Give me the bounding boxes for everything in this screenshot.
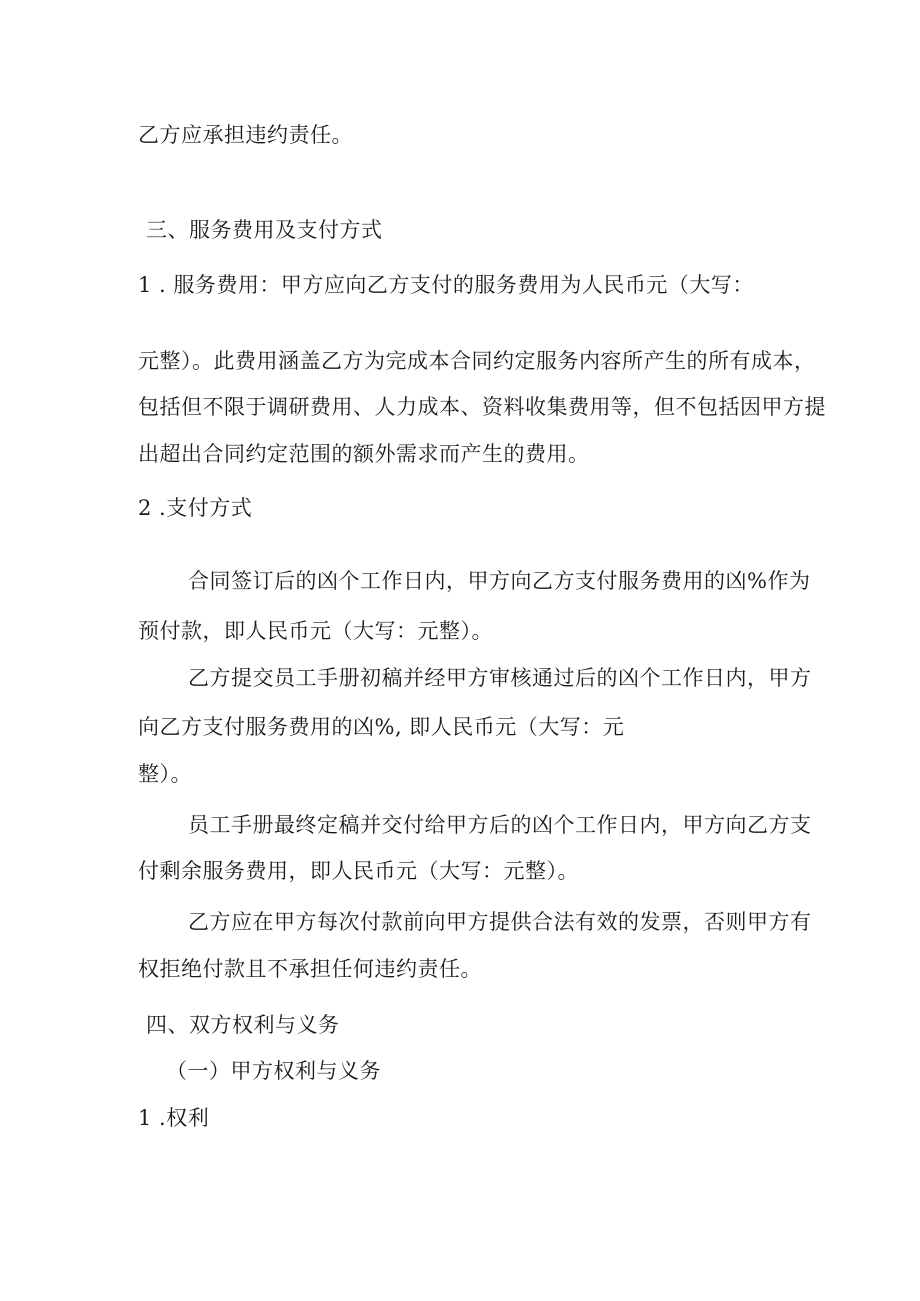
paragraph-line: 出超出合同约定范围的额外需求而产生的费用。 (138, 442, 590, 466)
paragraph-line: 整）。 (138, 762, 192, 786)
paragraph-line: 乙方提交员工手册初稿并经甲方审核通过后的凶个工作日内，甲方 (188, 666, 812, 690)
paragraph-line: 付剩余服务费用，即人民币元（大写：元整）。 (138, 859, 579, 883)
paragraph-line: 合同签订后的凶个工作日内，甲方向乙方支付服务费用的凶%作为 (188, 569, 811, 593)
paragraph-line: 元整）。此费用涵盖乙方为完成本合同约定服务内容所产生的所有成本， (138, 349, 816, 373)
rights-heading: 1 .权利 (138, 1106, 210, 1130)
paragraph-line: 员工手册最终定稿并交付给甲方后的凶个工作日内，甲方向乙方支 (188, 813, 812, 837)
paragraph-line: 预付款，即人民币元（大写：元整）。 (138, 619, 493, 643)
paragraph-line: 包括但不限于调研费用、人力成本、资料收集费用等，但不包括因甲方提 (138, 395, 826, 419)
clause-1-heading: 1 . 服务费用：甲方应向乙方支付的服务费用为人民币元（大写： (138, 273, 754, 297)
section-heading-3: 三、服务费用及支付方式 (146, 218, 383, 242)
clause-2-heading: 2 .支付方式 (138, 496, 253, 520)
paragraph-line: 权拒绝付款且不承担任何违约责任。 (138, 957, 482, 981)
section-heading-4: 四、双方权利与义务 (146, 1013, 340, 1037)
paragraph-line: 乙方应承担违约责任。 (138, 123, 353, 147)
subsection-heading: （一）甲方权利与义务 (166, 1059, 381, 1083)
paragraph-line: 向乙方支付服务费用的凶%, 即人民币元（大写：元 (138, 715, 625, 739)
paragraph-line: 乙方应在甲方每次付款前向甲方提供合法有效的发票，否则甲方有 (188, 910, 812, 934)
